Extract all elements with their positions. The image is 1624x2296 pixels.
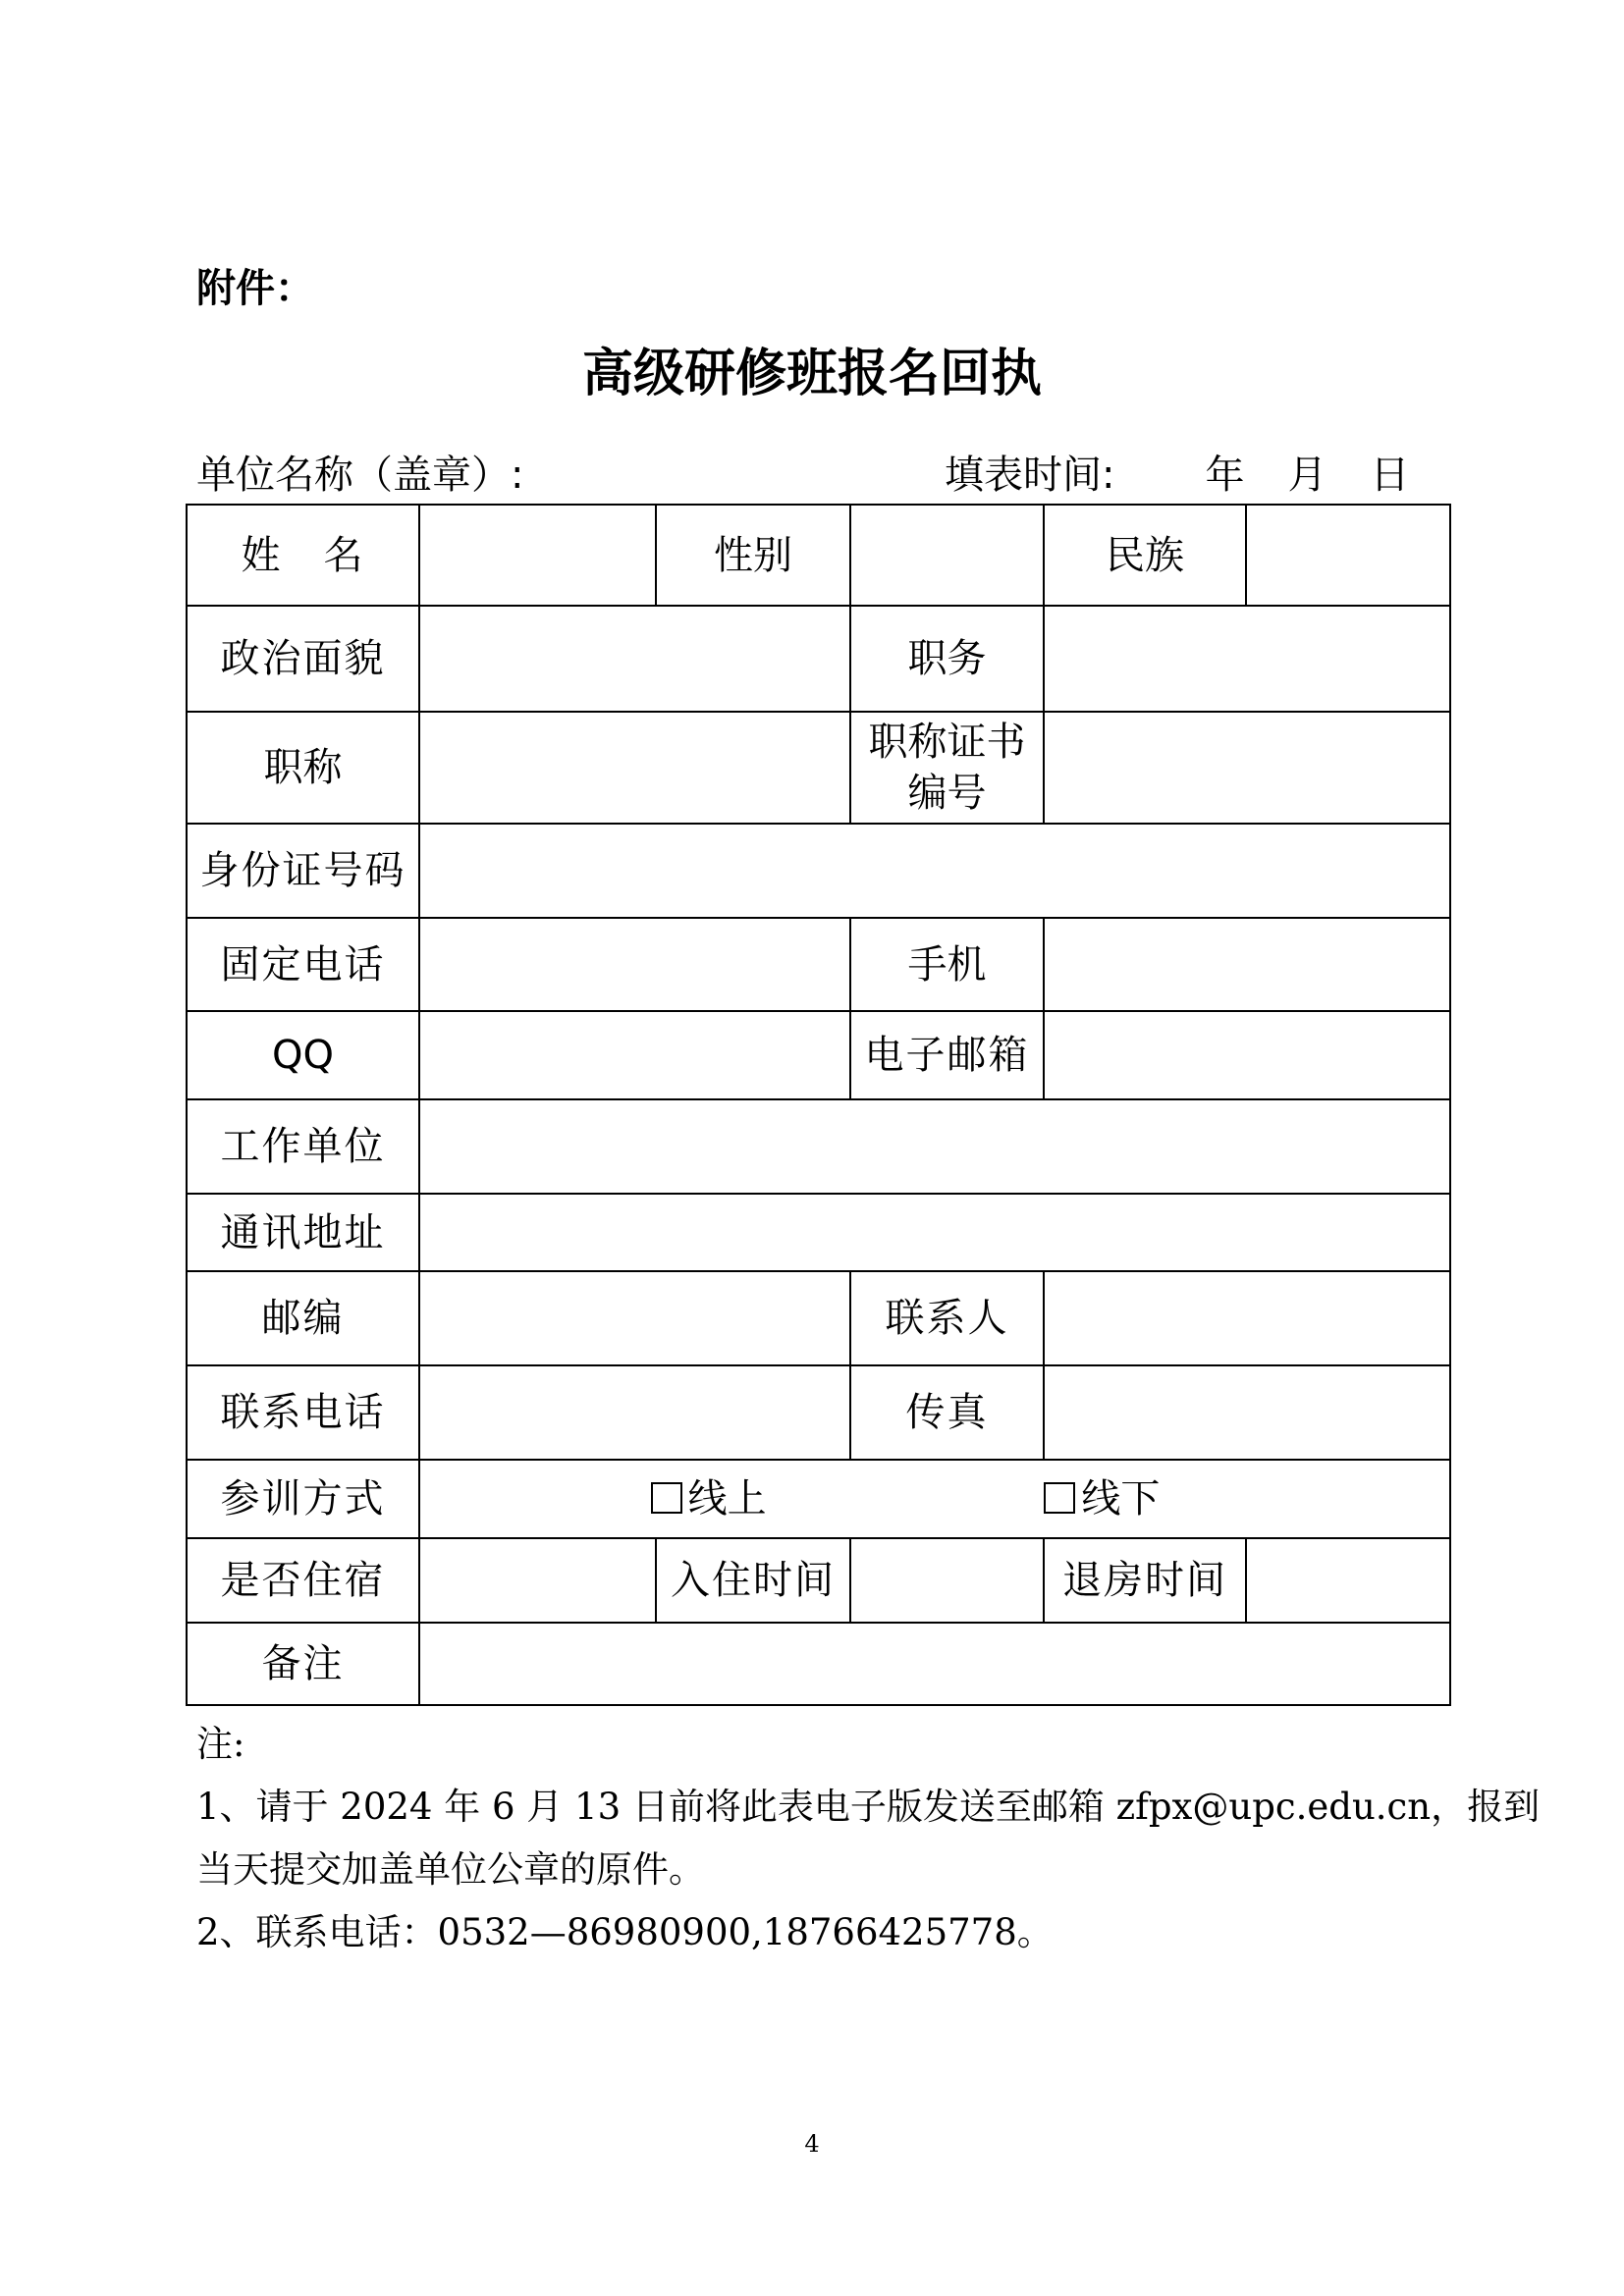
position-label: 职务	[850, 606, 1044, 712]
table-row	[187, 824, 1450, 918]
gender-label: 性别	[656, 505, 850, 606]
professional-title-label: 职称	[187, 712, 419, 824]
remarks-field[interactable]	[419, 1623, 1450, 1705]
title-cert-label	[850, 712, 1044, 824]
note-line-3: 2、联系电话：0532—86980900,18766425778。	[196, 1911, 1054, 1953]
table-row	[187, 505, 1450, 606]
qq-field[interactable]	[419, 1011, 850, 1099]
checkbox-icon[interactable]	[651, 1482, 682, 1514]
training-mode-label: 参训方式	[187, 1460, 419, 1538]
note-line-2: 当天提交加盖单位公章的原件。	[196, 1848, 705, 1891]
gender-field[interactable]	[850, 505, 1044, 606]
accommodation-field[interactable]	[419, 1538, 656, 1623]
fax-label: 传真	[850, 1365, 1044, 1460]
professional-title-field[interactable]	[419, 712, 850, 824]
checkin-time-field[interactable]	[850, 1538, 1044, 1623]
table-row	[187, 1194, 1450, 1271]
ethnicity-field[interactable]	[1246, 505, 1450, 606]
checkout-time-field[interactable]	[1246, 1538, 1450, 1623]
option-online-label: 线上	[687, 1476, 767, 1522]
training-mode-options	[419, 1460, 1450, 1538]
note-line-1: 1、请于 2024 年 6 月 13 日前将此表电子版发送至邮箱 zfpx@upc.edu.cn，报到	[196, 1786, 1541, 1828]
contact-phone-field[interactable]	[419, 1365, 850, 1460]
political-status-label: 政治面貌	[187, 606, 419, 712]
fill-date-label: 填表时间:	[945, 453, 1115, 498]
checkout-time-label: 退房时间	[1044, 1538, 1246, 1623]
option-online[interactable]	[651, 1473, 767, 1524]
table-row	[187, 712, 1450, 824]
day-label: 日	[1370, 453, 1410, 498]
accommodation-label: 是否住宿	[187, 1538, 419, 1623]
contact-person-field[interactable]	[1044, 1271, 1450, 1365]
postcode-label: 邮编	[187, 1271, 419, 1365]
position-field[interactable]	[1044, 606, 1450, 712]
work-unit-label: 工作单位	[187, 1099, 419, 1194]
qq-label: QQ	[187, 1011, 419, 1099]
remarks-label: 备注	[187, 1623, 419, 1705]
email-label: 电子邮箱	[850, 1011, 1044, 1099]
registration-form-table	[186, 504, 1451, 1706]
table-row	[187, 1623, 1450, 1705]
address-label: 通讯地址	[187, 1194, 419, 1271]
postcode-field[interactable]	[419, 1271, 850, 1365]
landline-field[interactable]	[419, 918, 850, 1011]
table-row	[187, 1365, 1450, 1460]
contact-phone-label: 联系电话	[187, 1365, 419, 1460]
political-status-field[interactable]	[419, 606, 850, 712]
notes-section	[196, 1713, 1541, 1964]
mobile-label: 手机	[850, 918, 1044, 1011]
table-row	[187, 918, 1450, 1011]
ethnicity-label: 民族	[1044, 505, 1246, 606]
table-row	[187, 1538, 1450, 1623]
contact-person-label: 联系人	[850, 1271, 1044, 1365]
id-number-label: 身份证号码	[187, 824, 419, 918]
fill-date-line	[945, 444, 1409, 500]
table-row	[187, 1099, 1450, 1194]
title-cert-label-line1: 职称证书	[868, 720, 1026, 765]
year-label: 年	[1205, 453, 1245, 498]
option-offline[interactable]	[1044, 1473, 1160, 1524]
attachment-label: 附件：	[196, 266, 314, 311]
checkin-time-label: 入住时间	[656, 1538, 850, 1623]
option-offline-label: 线下	[1081, 1476, 1161, 1522]
fax-field[interactable]	[1044, 1365, 1450, 1460]
notes-heading: 注:	[196, 1723, 245, 1765]
title-cert-label-line2: 编号	[907, 771, 987, 816]
form-title: 高级研修班报名回执	[581, 344, 1042, 403]
table-row	[187, 606, 1450, 712]
email-field[interactable]	[1044, 1011, 1450, 1099]
table-row	[187, 1271, 1450, 1365]
work-unit-field[interactable]	[419, 1099, 1450, 1194]
page-number: 4	[804, 2130, 820, 2158]
checkbox-icon[interactable]	[1044, 1482, 1075, 1514]
unit-name-label: 单位名称（盖章）:	[196, 453, 524, 498]
landline-label: 固定电话	[187, 918, 419, 1011]
month-label: 月	[1287, 453, 1327, 498]
address-field[interactable]	[419, 1194, 1450, 1271]
table-row	[187, 1460, 1450, 1538]
title-cert-field[interactable]	[1044, 712, 1450, 824]
name-field[interactable]	[419, 505, 656, 606]
mobile-field[interactable]	[1044, 918, 1450, 1011]
name-label: 姓 名	[187, 505, 419, 606]
table-row	[187, 1011, 1450, 1099]
id-number-field[interactable]	[419, 824, 1450, 918]
